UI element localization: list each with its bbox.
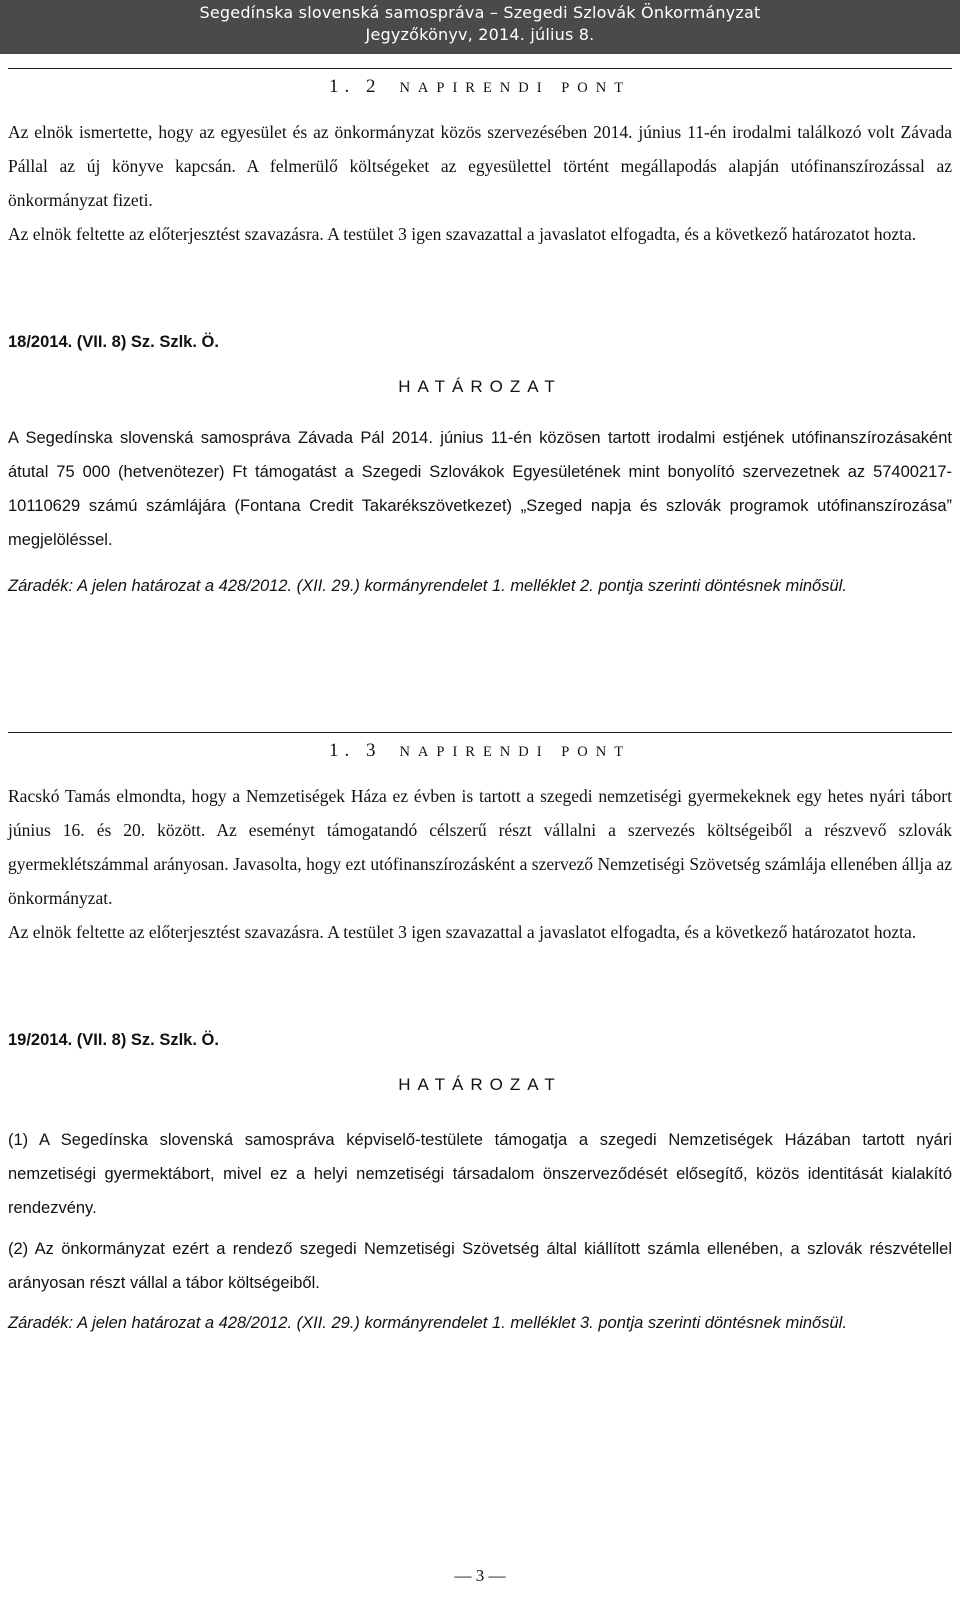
section-1-2-paragraph-1 [8,115,952,217]
resolution-title: HATÁROZAT [398,377,562,396]
clause-text: Záradék: A jelen határozat a 428/2012. (XII. 29.) kormányrendelet 1. melléklet 3. pontja szerinti döntésnek minősül. [8,1314,847,1332]
resolution-19-item-1 [8,1123,952,1225]
resolution-number-19: 19/2014. (VII. 8) Sz. Szlk. Ö. [8,1031,219,1049]
resolution-18-text [8,421,952,557]
paragraph-text: Az elnök feltette az előterjesztést szavazásra. A testület 3 igen szavazattal a javaslatot elfogadta, és a következő határozatot hozta. [8,922,917,942]
section-divider [8,732,952,733]
clause-text: Záradék: A jelen határozat a 428/2012. (XII. 29.) kormányrendelet 1. melléklet 2. pontja szerinti döntésnek minősül. [8,577,847,595]
resolution-19-clause [8,1306,952,1340]
paragraph-text: Az elnök ismertette, hogy az egyesület és az önkormányzat közös szervezésében 2014. június 11-én irodalmi találkozó volt Závada Pállal az új könyve kapcsán. A felmerülő költségeket az egyesülettel történt megállapodás alapján utófinanszírozással az önkormányzat fizeti. [8,122,952,210]
resolution-18-clause [8,569,952,603]
paragraph-text: Az elnök feltette az előterjesztést szavazásra. A testület 3 igen szavazattal a javaslatot elfogadta, és a következő határozatot hozta. [8,224,917,244]
section-title: NAPIRENDI PONT [399,744,632,760]
section-title: NAPIRENDI PONT [399,80,632,96]
header-subtitle: Jegyzőkönyv, 2014. július 8. [365,25,595,44]
page-number: — 3 — [454,1566,506,1585]
resolution-19-item-2 [8,1232,952,1300]
section-number: 1. 3 [328,740,382,761]
paragraph-text: (2) Az önkormányzat ezért a rendező szegedi Nemzetiségi Szövetség által kiállított számla ellenében, a szlovák részvétellel arányosan részt vállal a tábor költségeiből. [8,1240,952,1292]
section-1-2-paragraph-2 [8,217,952,251]
section-1-3-paragraph-1 [8,779,952,915]
paragraph-text: A Segedínska slovenská samospráva Závada Pál 2014. június 11-én közösen tartott irodalmi estjének utófinanszírozásaként átutal 75 000 (hetvenötezer) Ft támogatást a Szegedi Szlovákok Egyesületének mint bonyolító szervezetnek az 57400217-10110629 számú számlájára (Fontana Credit Takarékszövetkezet) „Szeged napja és szlovák programok utófinanszírozása” megjelöléssel. [8,429,952,549]
document-header [0,0,960,54]
paragraph-text: Racskó Tamás elmondta, hogy a Nemzetiségek Háza ez évben is tartott a szegedi nemzetiségi gyermekeknek egy hetes nyári tábort június 16. és 20. között. Az eseményt támogatandó célszerű részt vállalni a szervezés költségeiből a részvevő szlovák gyermeklétszámmal arányosan. Javasolta, hogy ezt utófinanszírozásként a szervező Nemzetiségi Szövetség számlája ellenében állja az önkormányzat. [8,786,952,908]
section-heading-1-2 [0,76,960,98]
resolution-title: HATÁROZAT [398,1075,562,1094]
section-heading-1-3 [0,740,960,762]
resolution-number-18: 18/2014. (VII. 8) Sz. Szlk. Ö. [8,333,219,351]
paragraph-text: (1) A Segedínska slovenská samospráva képviselő-testülete támogatja a szegedi Nemzetiségek Házában tartott nyári nemzetiségi gyermektábort, mivel ez a helyi nemzetiségi társadalom önszerveződését elősegítő, közös identitását kialakító rendezvény. [8,1131,952,1217]
section-divider [8,68,952,69]
header-title: Segedínska slovenská samospráva – Szegedi Szlovák Önkormányzat [199,3,761,22]
section-number: 1. 2 [328,76,382,97]
section-1-3-paragraph-2 [8,915,952,949]
